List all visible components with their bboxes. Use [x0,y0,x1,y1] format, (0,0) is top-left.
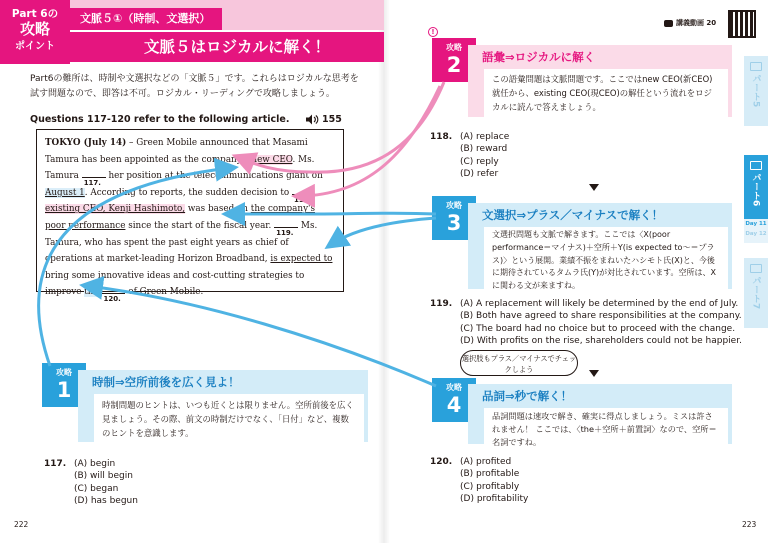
strategy2-badge: 攻略 2 [432,38,476,82]
strategy4-badge: 攻略 4 [432,378,476,422]
expected-to: is expected to [270,254,333,265]
q118-number: 118. [430,132,453,142]
q119-option-d[interactable]: (D) With profits on the rise, shareholders could not be happier. [460,336,742,347]
side-tab-part7[interactable]: パート7 [744,258,768,328]
strategy2-body: この語彙問題は文脈問題です。ここではnew CEO(新CEO)就任から、existing CEO(現CEO)の解任という流れをロジカルに読んで答えましょう。 [484,69,728,117]
q118-option-a[interactable]: (A) replace [460,132,510,142]
strategy3-title: 文選択⇒プラス／マイナスで解く！ [468,203,732,227]
poor-performance: the company's poor performance [45,204,315,231]
q117-option-d[interactable]: (D) has begun [74,496,138,507]
q117-option-c[interactable]: (C) began [74,483,119,494]
q119-number: 119. [430,299,453,309]
strategy3-body: 文選択問題も文脈で解きます。ここでは〈X(poor performance＝マイナス)＋空所＋Y(is expected to～＝プラス)〉という展開。業績不振をまねいたハシモト氏(X)と、今後に期待されているタムラ氏(Y)が対比されています。空所は、Xに関わる文が来ますね。 [484,227,728,295]
arrow-strategy2-to-newceo [240,82,444,172]
q119-option-b[interactable]: (B) Both have agreed to share responsibilities at the company. [460,311,742,322]
questions-heading: Questions 117-120 refer to the following article. [30,114,290,125]
strategy4-body: 品詞問題は速攻で解き、確実に得点しましょう。ミスは許されません！ ここでは、〈the＋空所＋前置詞〉なので、空所＝名詞ですね。 [484,408,728,451]
side-tab-days[interactable]: Day 11 Day 12 [744,219,768,243]
arrow-strategy4-to-blank120 [88,286,436,386]
q118-option-c[interactable]: (C) reply [460,156,499,167]
q120-option-b[interactable]: (B) profitable [460,469,520,480]
dateline: TOKYO (July 14) [45,138,127,148]
side-tab-part6[interactable]: パート6 [744,155,768,219]
hint-bubble: 選択肢もプラス／マイナスでチェックしよう [460,350,578,376]
august-highlight: August 1 [45,187,85,198]
strategy2-title: 語彙⇒ロジカルに解く [468,45,732,69]
part-line3: ポイント [15,41,55,52]
strategy1-body: 時制問題のヒントは、いつも近くとは限りません。空所前後を広く見ましょう。その際、前文の時制だけでなく、「日付」など、複数のヒントを意識します。 [94,394,364,444]
q117-option-a[interactable]: (A) begin [74,459,116,469]
part-line2: 攻略 [19,20,50,38]
the-highlight: the [84,287,99,298]
q118-option-d[interactable]: (D) refer [460,169,499,180]
section-tab: 文脈５①（時制、文選択） [70,8,222,30]
q119-option-c[interactable]: (C) The board had no choice but to proceed with the change. [460,323,736,334]
blank-118: 118. [292,187,316,195]
q120-option-c[interactable]: (C) profitably [460,481,520,492]
strategy3-badge: 攻略 3 [432,196,476,240]
blank-120: 120. [101,286,125,294]
audio-track-number: 155 [322,114,342,125]
arrow-strategy3-to-passage [230,213,436,214]
strategy4-title: 品詞⇒秒で解く！ [468,384,732,408]
page-number-left: 222 [14,520,29,529]
strategy1-badge: 攻略 1 [42,363,86,407]
video-label: 講義動画 20 [676,19,717,27]
strategy1-title: 時制⇒空所前後を広く見よ！ [78,370,368,394]
part-line1: Part 6の [11,8,59,20]
q119-option-a[interactable]: (A) A replacement will likely be determined by the end of July. [460,299,739,309]
intro-text: Part6の難所は、時制や文選択などの「文脈５」です。これらはロジカルな思考を試す問題なので、即答は不可。ロジカル・リーディングで攻略しましょう。 [30,74,359,99]
page-number-right: 223 [742,520,757,529]
q118-option-b[interactable]: (B) reward [460,144,508,155]
q117-number: 117. [44,459,67,469]
blank-117: 117. [82,170,106,178]
arrow-strategy3-loop [332,218,436,244]
q117-option-b[interactable]: (B) will begin [74,471,133,482]
alert-icon: ! [428,27,438,37]
passage-text: TOKYO (July 14) – Green Mobile announced that Masami Tamura has been appointed as the company's new CEO. Ms. Tamura 117. her position at the telecommunications giant on August 1. According to reports, the sudden decision to 118. existing CEO, Kenji Hashimoto, was based on the company's poor performance since the start of the fiscal year. 119. Ms. Tamura, who has spent the past eight years as chief of operations at market-leading Horizon Broadband, is expected to bring some innovative ideas and cost-cutting strategies to improve the 120. of Green Mobile. [45,138,333,304]
side-tab-part5[interactable]: パート5 [744,56,768,126]
q120-option-d[interactable]: (D) profitability [460,494,529,505]
existing-ceo-highlight: existing CEO, Kenji Hashimoto, [45,204,186,215]
arrow-strategy1-to-august [39,168,230,366]
page-title: 文脈５はロジカルに解く！ [143,38,330,56]
new-ceo-highlight: new CEO [251,154,293,165]
q120-option-a[interactable]: (A) profited [460,457,512,467]
arrow-strategy2-to-existing [300,86,440,196]
q120-number: 120. [430,457,453,467]
blank-119: 119. [274,220,298,228]
